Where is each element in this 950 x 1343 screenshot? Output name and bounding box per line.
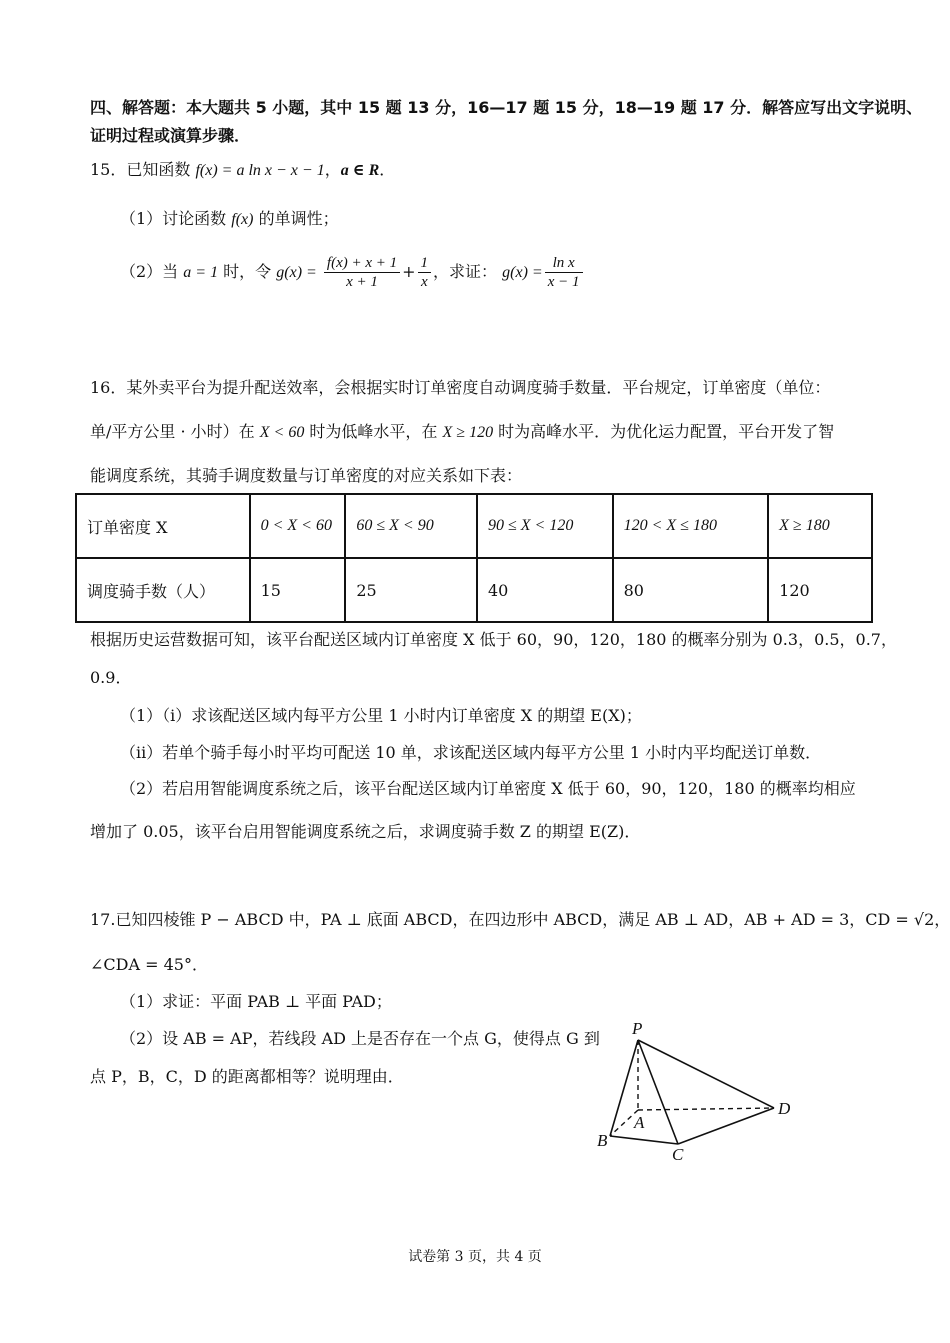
page-footer: 试卷第 3 页，共 4 页	[408, 1249, 542, 1265]
q17-part1: （1）求证：平面 PAB ⊥ 平面 PAD；	[120, 992, 392, 1011]
table-row	[76, 494, 872, 558]
label-B: B	[597, 1131, 608, 1150]
q15-fraction-3	[545, 254, 583, 291]
table-cell: 订单密度 X	[76, 494, 250, 558]
table-cell: X ≥ 180	[768, 494, 872, 558]
q16-line2	[90, 422, 834, 443]
table-row	[76, 558, 872, 622]
q16-line2-c: 时为低峰水平，在	[304, 422, 443, 441]
q15-part2-g: g(x) =	[276, 264, 317, 281]
q15-stem-suffix: ，	[324, 160, 341, 179]
q16-table	[75, 493, 873, 623]
label-C: C	[672, 1145, 684, 1164]
q15-part2	[120, 252, 585, 293]
q16-part2-line2: 增加了 0.05，该平台启用智能调度系统之后，求调度骑手数 Z 的期望 E(Z)．	[90, 822, 641, 841]
q17-part2-line1: （2）设 AB = AP，若线段 AD 上是否存在一个点 G，使得点 G 到	[120, 1029, 600, 1048]
q16-line2-ineq2: X ≥ 120	[442, 424, 494, 441]
q15-part2-cond: a = 1	[183, 264, 219, 281]
q16-after-table-line1: 根据历史运营数据可知，该平台配送区域内订单密度 X 低于 60，90，120，180 的概率分别为 0.3，0.5，0.7，	[90, 630, 897, 649]
q15-prove-text: ，求证：	[433, 262, 498, 281]
table-cell: 调度骑手数（人）	[76, 558, 250, 622]
q16-part2-line1: （2）若启用智能调度系统之后，该平台配送区域内订单密度 X 低于 60，90，120，180 的概率均相应	[120, 779, 856, 798]
q16-line3: 能调度系统，其骑手调度数量与订单密度的对应关系如下表：	[90, 466, 523, 485]
label-P: P	[632, 1019, 643, 1038]
table-cell: 0 < X < 60	[250, 494, 346, 558]
q15-part1-suffix: 的单调性；	[253, 209, 339, 228]
q15-fraction-1-num: f(x) + x + 1	[324, 254, 400, 273]
q16-line2-e: 时为高峰水平．为优化运力配置，平台开发了智	[493, 422, 835, 441]
edge-PD	[638, 1040, 774, 1108]
edge-AD	[638, 1108, 774, 1110]
pyramid-figure	[590, 1018, 810, 1168]
table-cell: 90 ≤ X < 120	[477, 494, 613, 558]
q15-plus: +	[402, 262, 416, 281]
q15-part2-g2: g(x) =	[502, 264, 543, 281]
table-cell: 15	[250, 558, 346, 622]
q15-stem: 15．已知函数 f(x) = a ln x − x − 1，a ∈ R．	[90, 160, 396, 179]
q16-line2-a: 单/平方公里 · 小时）在	[90, 422, 260, 441]
q15-part1-prefix: （1）讨论函数	[120, 209, 232, 228]
q16-part1-i: （1）（i）求该配送区域内每平方公里 1 小时内订单密度 X 的期望 E(X)；	[120, 706, 642, 725]
label-A: A	[634, 1113, 645, 1132]
q16-line1: 16．某外卖平台为提升配送效率，会根据实时订单密度自动调度骑手数量．平台规定，订单密度（单位：	[90, 378, 831, 397]
q16-after-table-line2: 0.9．	[90, 668, 132, 687]
label-D: D	[778, 1099, 791, 1118]
q16-part1-ii: （ii）若单个骑手每小时平均可配送 10 单，求该配送区域内每平方公里 1 小时内平均配送订单数．	[120, 743, 822, 762]
q15-stem-prefix: 15．已知函数	[90, 160, 196, 179]
table-cell: 25	[345, 558, 477, 622]
q15-part2-prefix: （2）当	[120, 262, 184, 281]
q15-fraction-2-num: 1	[418, 254, 432, 273]
q15-fraction-2-den: x	[420, 274, 428, 290]
edge-BC	[610, 1136, 678, 1144]
q15-part1	[120, 209, 339, 230]
q17-part2-line2: 点 P，B，C，D 的距离都相等？说明理由．	[90, 1067, 404, 1086]
q15-function: f(x) = a ln x − x − 1	[195, 162, 325, 179]
table-cell: 80	[613, 558, 769, 622]
table-cell: 120 < X ≤ 180	[613, 494, 769, 558]
q15-fraction-3-num: ln x	[545, 254, 583, 273]
q16-line2-ineq1: X < 60	[259, 424, 305, 441]
table-cell: 120	[768, 558, 872, 622]
q15-part1-func: f(x)	[231, 211, 254, 228]
q15-fraction-2	[418, 254, 432, 291]
q15-fraction-1-den: x + 1	[346, 274, 378, 290]
q15-domain: a ∈ R	[340, 162, 380, 179]
q15-part2-mid: 时，令	[218, 262, 277, 281]
table-cell: 60 ≤ X < 90	[345, 494, 477, 558]
section-heading-line2: 证明过程或演算步骤．	[90, 126, 251, 145]
q15-fraction-3-den: x − 1	[547, 274, 580, 290]
q17-line2: ∠CDA = 45°．	[90, 955, 208, 974]
q17-line1: 17.已知四棱锥 P − ABCD 中，PA ⊥ 底面 ABCD，在四边形中 ABCD，满足 AB ⊥ AD，AB + AD = 3，CD = √2，	[90, 910, 950, 929]
table-cell: 40	[477, 558, 613, 622]
edge-CD	[678, 1108, 774, 1144]
section-heading-line1: 四、解答题：本大题共 5 小题，其中 15 题 13 分，16—17 题 15 分，18—19 题 17 分．解答应写出文字说明、	[90, 98, 923, 117]
q15-fraction-1	[324, 254, 400, 291]
